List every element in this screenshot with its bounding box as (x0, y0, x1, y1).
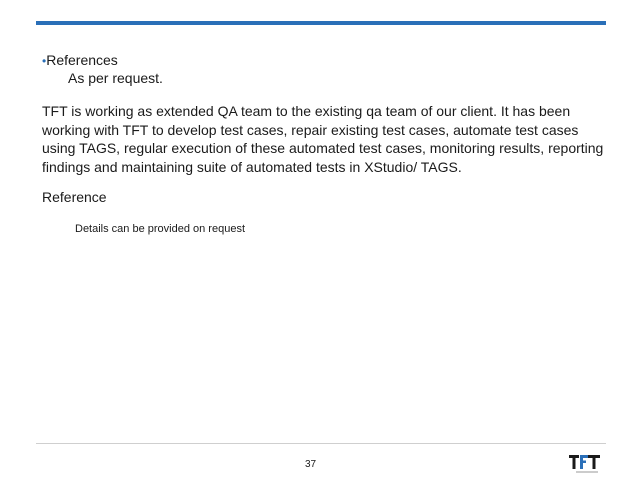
details-note: Details can be provided on request (75, 223, 245, 235)
top-accent-rule (36, 21, 606, 25)
references-heading: References (46, 52, 118, 68)
tft-logo (568, 452, 602, 476)
description-paragraph: TFT is working as extended QA team to the existing qa team of our client. It has been working with TFT to develop test cases, repair existing test cases, automate test cases using TAGS, regular execution of these automated test cases, monitoring results, reporting findings and maintaining suite of automated tests in XStudio/ TAGS. (42, 103, 604, 175)
bullet-marker: • (42, 54, 47, 68)
references-detail: As per request. (68, 70, 163, 86)
references-bullet-item (42, 51, 118, 70)
page-number: 37 (305, 459, 317, 470)
reference-heading: Reference (42, 189, 107, 205)
footer-rule (36, 443, 606, 444)
